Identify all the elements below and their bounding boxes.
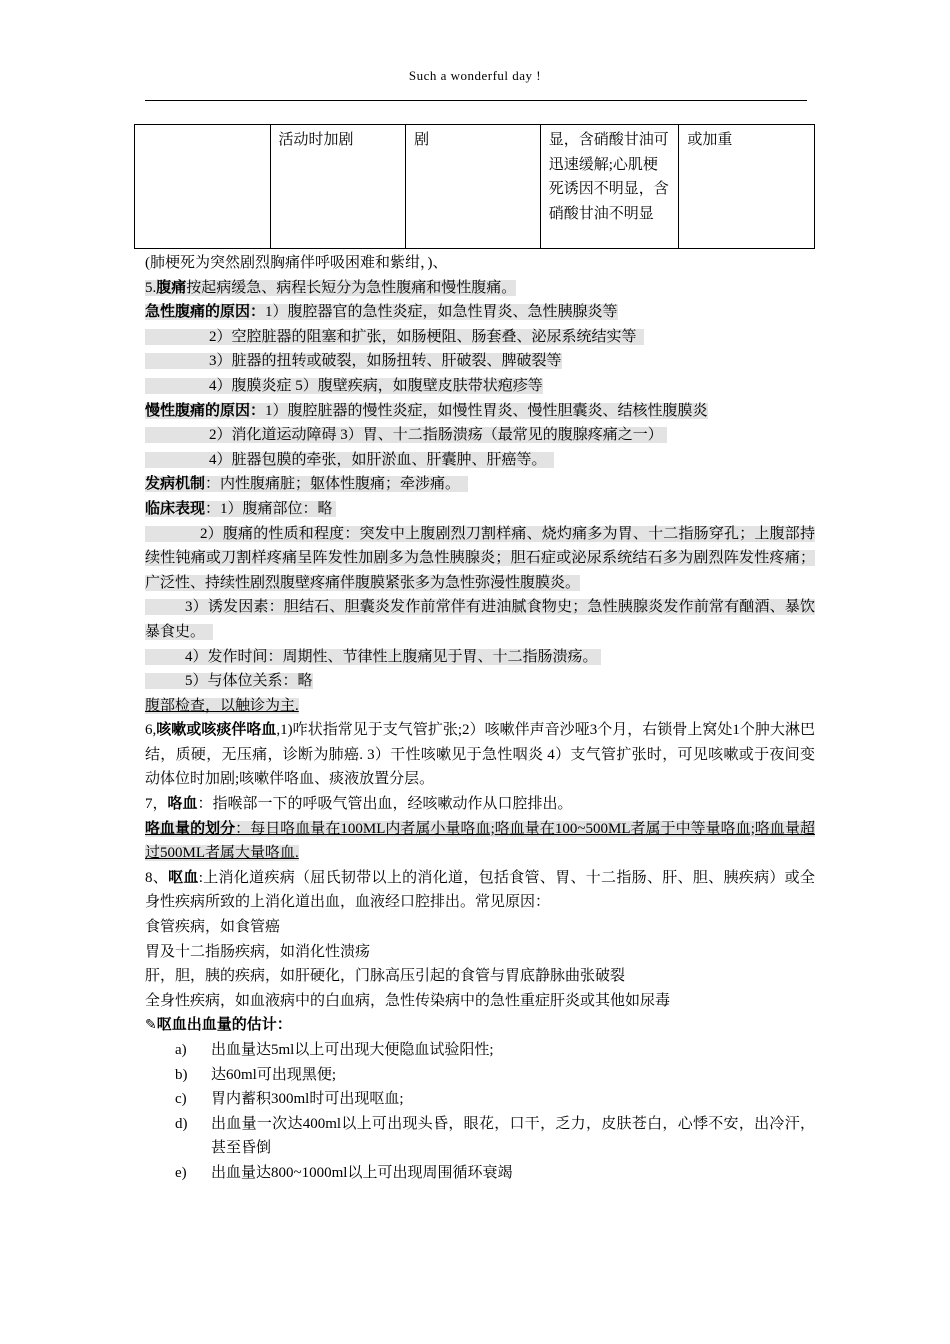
continued-table — [134, 124, 815, 249]
text-line: 4）发作时间：周期性、节律性上腹痛见于胃、十二指肠溃疡。 — [145, 645, 815, 670]
text-paragraph: 3）诱发因素：胆结石、胆囊炎发作前常伴有进油腻食物史；急性胰腺炎发作前常有酗酒、暴饮暴食史。 — [145, 599, 815, 640]
text-line: 2）消化道运动障碍 3）胃、十二指肠溃疡（最常见的腹腺疼痛之一） — [145, 423, 815, 448]
text-line: 2）空腔脏器的阻塞和扩张，如肠梗阻、肠套叠、泌尿系统结实等 — [145, 325, 815, 350]
pencil-icon: ✎ — [145, 1017, 157, 1034]
text-line: 3）脏器的扭转或破裂，如肠扭转、肝破裂、脾破裂等 — [145, 349, 815, 374]
text-line: 胃及十二指肠疾病，如消化性溃疡 — [145, 943, 371, 960]
header-rule — [145, 100, 807, 101]
text-line: 4）脏器包膜的牵张，如肝淤血、肝囊肿、肝癌等。 — [145, 448, 815, 473]
text-line: 急性腹痛的原因：1）腹腔器官的急性炎症，如急性胃炎、急性胰腺炎等 — [145, 304, 618, 321]
list-item: d) 出血量一次达400ml以上可出现头昏，眼花，口干，乏力，皮肤苍白，心悸不安，出冷汗，甚至昏倒 — [175, 1115, 815, 1157]
table-cell: 或加重 — [679, 125, 815, 249]
page-header: Such a wonderful day ! — [408, 68, 542, 83]
text-line: 腹部检查，以触诊为主. — [145, 697, 299, 714]
list-item: c) 胃内蓄积300ml时可出现呕血; — [175, 1091, 404, 1108]
section-heading: 5.腹痛按起病缓急、病程长短分为急性腹痛和慢性腹痛。 — [145, 279, 517, 296]
text-line: 慢性腹痛的原因：1）腹腔脏器的慢性炎症，如慢性胃炎、慢性胆囊炎、结核性腹膜炎 — [145, 402, 708, 419]
text-paragraph: 2）腹痛的性质和程度：突发中上腹剧烈刀割样痛、烧灼痛多为胃、十二指肠穿孔；上腹部持续性钝痛或刀割样疼痛呈阵发性加剧多为急性胰腺炎；胆石症或泌尿系统结石多为剧烈阵发性疼痛；广泛性、持续性剧烈腹壁疼痛伴腹膜紧张多为急性弥漫性腹膜炎。 — [145, 525, 815, 591]
text-paragraph: 6,咳嗽或咳痰伴咯血,1)咋状指常见于支气管扩张;2）咳嗽伴声音沙哑3个月，右锁骨上窝处1个肿大淋巴结，质硬，无压痛，诊断为肺癌. 3）干性咳嗽见于急性咽炎 4）支气管扩张时，可见咳嗽或于夜间变动体位时加剧;咳嗽伴咯血、痰液放置分层。 — [145, 722, 815, 788]
table-row — [135, 125, 815, 249]
text-line: 临床表现：1）腹痛部位：略 — [145, 497, 815, 522]
text-line: 发病机制：内性腹痛脏；躯体性腹痛；牵涉痛。 — [145, 472, 815, 497]
table-cell — [135, 125, 271, 249]
table-cell: 剧 — [406, 125, 541, 249]
text-paragraph: 8、呕血:上消化道疾病（屈氏韧带以上的消化道，包括食管、胃、十二指肠、肝、胆、胰疾病）或全身性疾病所致的上消化道出血，血液经口腔排出。常见原因： — [145, 869, 815, 911]
text-line: 食管疾病，如食管癌 — [145, 919, 281, 936]
list-item: e) 出血量达800~1000ml以上可出现周围循环衰竭 — [175, 1164, 513, 1181]
list-item: a) 出血量达5ml以上可出现大便隐血试验阳性; — [175, 1042, 494, 1058]
text-line: 5）与体位关系：略 — [145, 669, 815, 694]
text-paragraph: 咯血量的划分：每日咯血量在100ML内者属小量咯血;咯血量在100~500ML者属于中等量咯血;咯血量超过500ML者属大量咯血. — [145, 820, 815, 862]
table-cell: 显，含硝酸甘油可迅速缓解;心肌梗死诱因不明显，含硝酸甘油不明显 — [540, 125, 679, 249]
text-line: 全身性疾病，如血液病中的白血病，急性传染病中的急性重症肝炎或其他如尿毒 — [145, 992, 671, 1009]
text-line: 4）腹膜炎症 5）腹壁疾病，如腹壁皮肤带状疱疹等 — [145, 374, 815, 399]
text-line: (肺梗死为突然剧烈胸痛伴呼吸困难和紫绀，)、 — [145, 255, 448, 271]
estimate-list — [145, 1038, 815, 1186]
text-line: 肝，胆，胰的疾病，如肝硬化，门脉高压引起的食管与胃底静脉曲张破裂 — [145, 968, 626, 985]
list-heading: ✎呕血出血量的估计： — [145, 1017, 292, 1034]
list-item: b) 达60ml可出现黑便; — [175, 1066, 337, 1083]
table-cell: 活动时加剧 — [270, 125, 406, 249]
document-body — [145, 251, 815, 1186]
text-line: 7，咯血：指喉部一下的呼吸气管出血，经咳嗽动作从口腔排出。 — [145, 796, 573, 813]
